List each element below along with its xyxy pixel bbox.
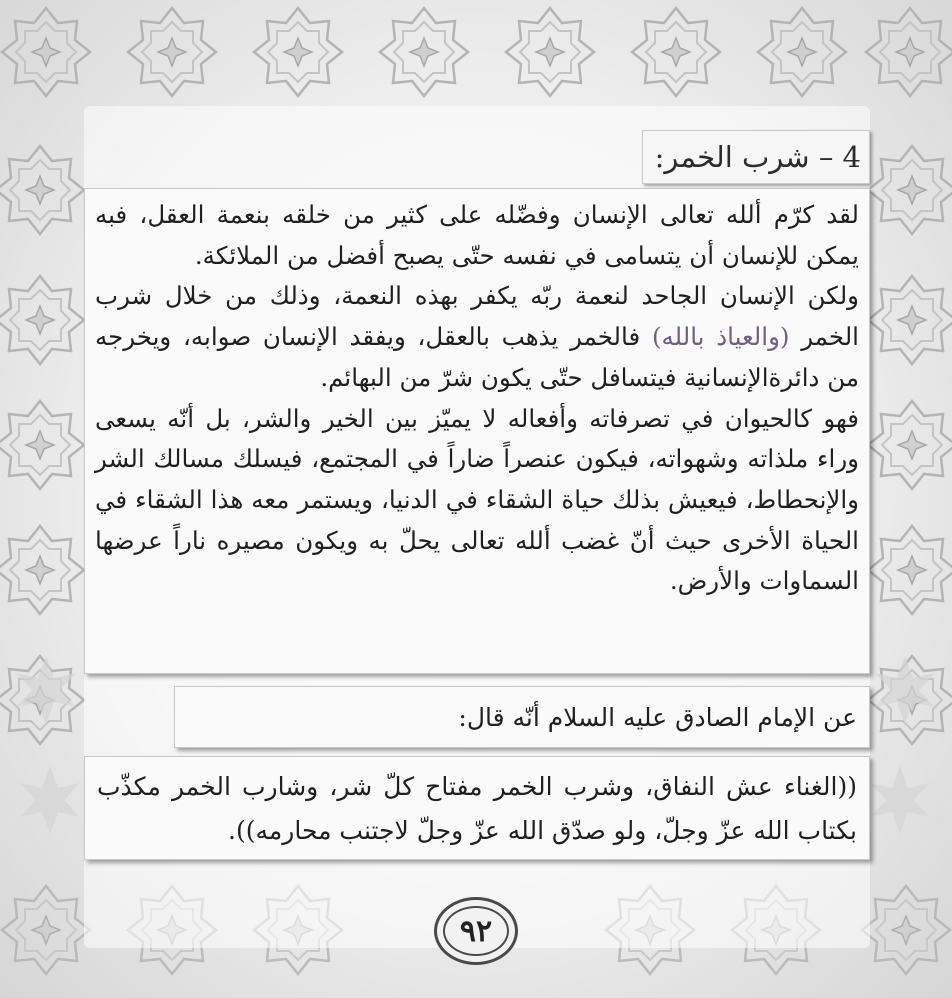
paragraph-2	[95, 276, 859, 398]
page-number-badge	[434, 897, 518, 965]
hadith-text: ((الغناء عش النفاق، وشرب الخمر مفتاح كلّ شر، وشارب الخمر مكذّب بكتاب الله عزّ وجلّ، ولو صدّق الله عزّ وجلّ لاجتنب محارمه)).	[97, 772, 857, 845]
main-text-block	[84, 188, 870, 674]
paragraph-2-start: ولكن الإنسان الجاحد لنعمة ربّه يكفر بهذه النعمة، وذلك من خلال شرب الخمر	[95, 281, 859, 352]
left-border-column	[0, 146, 84, 834]
imam-attribution-block	[174, 686, 870, 748]
page-number: ٩٢	[443, 906, 509, 956]
paragraph-2-end: فالخمر يذهب بالعقل، ويفقد الإنسان صوابه، ويخرجه من دائرةالإنسانية فيتسافل حتّى يكون شرّ من البهائم.	[95, 322, 859, 392]
top-border-row	[2, 8, 952, 96]
paragraph-3: فهو كالحيوان في تصرفاته وأفعاله لا يميّز بين الخير والشر، بل أنّه يسعى وراء ملذاته وشهواته، فيكون عنصراً ضاراً في المجتمع، فيسلك مسالك الشر والإنحطاط، فيعيش بذلك حياة الشقاء في الدنيا، ويستمر معه هذا الشقاء في الحياة الأخرى حيث أنّ غضب ألله تعالى يحلّ به ويكون مصيره ناراً عرضها السماوات والأرض.	[95, 403, 859, 596]
hadith-block	[84, 756, 870, 860]
heading-title: 4 – شرب الخمر:	[654, 140, 861, 174]
paragraph-2-highlight: (والعياذ بالله)	[651, 322, 790, 352]
paragraph-1: لقد كرّم ألله تعالى الإنسان وفضّله على كثير من خلقه بنعمة العقل، فبه يمكن للإنسان أن يتسامى في نفسه حتّى يصبح أفضل من الملائكة.	[95, 200, 859, 270]
imam-line: عن الإمام الصادق عليه السلام أنّه قال:	[458, 702, 857, 732]
right-border-column	[868, 146, 952, 834]
section-heading	[642, 130, 870, 184]
